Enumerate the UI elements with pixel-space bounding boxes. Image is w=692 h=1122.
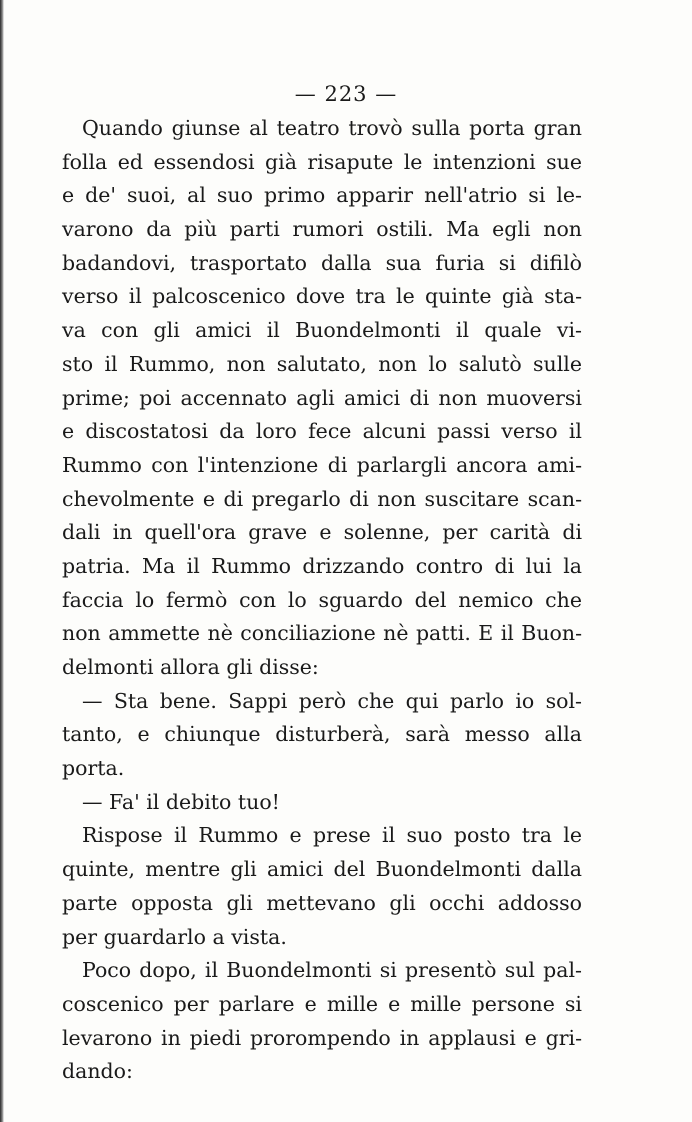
text-line: non ammette nè conciliazione nè patti. E il Buon-	[62, 621, 582, 646]
text-line: dando:	[62, 1059, 133, 1084]
page-number: — 223 —	[294, 82, 398, 106]
text-line: tanto, e chiunque disturberà, sarà messo alla	[62, 722, 582, 747]
text-line: quinte, mentre gli amici del Buondelmonti dalla	[62, 857, 582, 882]
text-line: verso il palcoscenico dove tra le quinte già sta-	[62, 284, 582, 309]
text-line: dali in quell'ora grave e solenne, per carità di	[62, 520, 582, 545]
text-line: — Sta bene. Sappi però che qui parlo io sol-	[82, 688, 582, 713]
body-text	[62, 112, 582, 1089]
text-line: varono da più parti rumori ostili. Ma egli non	[62, 217, 582, 242]
text-line: Poco dopo, il Buondelmonti si presentò sul pal-	[82, 958, 582, 983]
text-line: badandovi, trasportato dalla sua furia si difilò	[62, 250, 582, 275]
text-line: levarono in piedi prorompendo in applausi e gri-	[62, 1025, 582, 1050]
text-line: coscenico per parlare e mille e mille persone si	[62, 991, 582, 1016]
text-line: delmonti allora gli disse:	[62, 655, 319, 679]
text-line: folla ed essendosi già risapute le intenzioni sue	[62, 149, 582, 174]
text-line: Quando giunse al teatro trovò sulla porta gran	[82, 116, 582, 140]
text-line: patria. Ma il Rummo drizzando contro di lui la	[62, 553, 582, 578]
text-line: — Fa' il debito tuo!	[82, 789, 280, 814]
text-line: parte opposta gli mettevano gli occhi addosso	[62, 890, 582, 915]
text-line: chevolmente e di pregarlo di non suscitare scan-	[62, 486, 582, 511]
text-line: Rummo con l'intenzione di parlargli ancora ami-	[62, 452, 582, 477]
text-line: sto il Rummo, non salutato, non lo salutò sulle	[62, 351, 582, 376]
text-line: prime; poi accennato agli amici di non muoversi	[62, 385, 582, 410]
text-line: e de' suoi, al suo primo apparir nell'atrio si le-	[62, 183, 582, 208]
text-line: porta.	[62, 756, 125, 781]
text-line: Rispose il Rummo e prese il suo posto tra le	[82, 823, 582, 848]
text-line: per guardarlo a vista.	[62, 924, 287, 949]
page-binding-edge	[0, 0, 4, 1122]
text-line: e discostatosi da loro fece alcuni passi verso il	[62, 419, 582, 444]
text-line: va con gli amici il Buondelmonti il quale vi-	[62, 318, 582, 343]
text-line: faccia lo fermò con lo sguardo del nemico che	[62, 587, 582, 612]
